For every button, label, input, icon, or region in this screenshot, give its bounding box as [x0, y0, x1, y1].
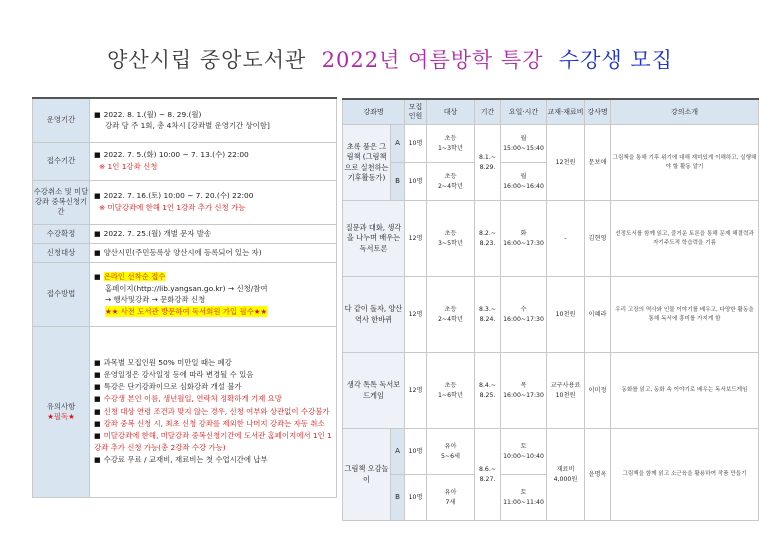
- note-item: ■ 강좌 중복 신청 시, 최초 신청 강좌를 제외한 나머지 강좌는 자동 취소: [94, 418, 325, 428]
- course-target: 초등 1~3학년: [427, 125, 475, 163]
- confirm-date: 2022. 7. 25.(월) 개별 문자 발송: [103, 228, 212, 238]
- course-count: 12명: [405, 277, 427, 353]
- note-item: ■ 수강료 무료 / 교재비, 재료비는 첫 수업시간에 납부: [94, 454, 268, 464]
- header-time: 요일·시간: [501, 99, 547, 125]
- apply-dates: 2022. 7. 5.(화) 10:00 ~ 7. 13.(수) 22:00: [103, 150, 249, 160]
- title-library: 양산시립 중앙도서관: [107, 48, 307, 72]
- method-path: → 행사및강좌 → 문화강좌 신청: [105, 295, 206, 305]
- header-period: 기간: [475, 99, 501, 125]
- info-row-period: [33, 98, 337, 142]
- course-target: 유아 5~6세: [427, 429, 475, 475]
- method-label: 접수방법: [33, 262, 90, 326]
- course-fee: -: [547, 201, 585, 277]
- course-fee: 재료비 4,000원: [547, 429, 585, 521]
- note-item: ■ 특강은 단기강좌이므로 심화강좌 개설 불가: [94, 382, 242, 392]
- header-fee: 교재·재료비: [547, 99, 585, 125]
- page-title: [0, 44, 780, 74]
- period-dates: 2022. 8. 1.(월) ~ 8. 29.(월): [103, 109, 202, 119]
- info-row-cancel: [33, 180, 337, 224]
- bullet-icon: ■: [94, 419, 101, 428]
- table-row: [343, 353, 759, 429]
- course-target: 초등 1~6학년: [427, 353, 475, 429]
- info-row-method: [33, 262, 337, 326]
- cancel-note: ※ 미달강좌에 한해 1인 1강좌 추가 신청 가능: [99, 203, 246, 213]
- note-item: ■ 운영일정은 강사일정 등에 따라 변경될 수 있음: [94, 370, 254, 380]
- course-name: 초록 품은 그림책 (그림책으로 실천하는 기후활동가): [343, 125, 391, 201]
- notes-must-read: ★필독★: [47, 411, 75, 421]
- course-time: 화 16:00~17:30: [501, 201, 547, 277]
- target-label: 신청대상: [33, 243, 90, 262]
- course-target: 초등 3~5학년: [427, 201, 475, 277]
- course-target: 초등 2~4학년: [427, 277, 475, 353]
- course-count: 10명: [405, 429, 427, 475]
- course-name: 질문과 대화, 생각을 나누며 배우는 독서토론: [343, 201, 405, 277]
- course-desc: 선정도서를 함께 읽고, 즐거운 토론을 통해 문제 해결력과 자기주도적 학습력을 기름: [611, 201, 759, 277]
- bullet-icon: ■: [94, 383, 101, 392]
- info-table: [32, 97, 337, 498]
- bullet-icon: ■: [94, 358, 101, 367]
- method-online: 온라인 선착순 접수: [103, 271, 166, 281]
- course-time: 토 11:00~11:40: [501, 475, 547, 521]
- bullet-icon: ■: [94, 455, 101, 464]
- header-desc: 강의소개: [611, 99, 759, 125]
- period-label: 운영기간: [33, 98, 90, 142]
- course-teacher: 이미정: [585, 353, 611, 429]
- bullet-icon: ■: [94, 229, 101, 238]
- course-period: 8.6.~ 8.27.: [475, 429, 501, 521]
- course-fee: 12천원: [547, 125, 585, 201]
- course-teacher: 이혜라: [585, 277, 611, 353]
- note-item: ■ 신청 대상 연령 조건과 맞지 않는 경우, 신청 여부와 상관없이 수강불가: [94, 406, 330, 416]
- notes-list: [90, 326, 337, 497]
- confirm-label: 수강확정: [33, 224, 90, 243]
- course-name: 생각 톡톡 독서보드게임: [343, 353, 405, 429]
- notes-label: 유의사항: [46, 401, 76, 411]
- group-label: A: [391, 125, 405, 163]
- header-teacher: 강사명: [585, 99, 611, 125]
- cancel-dates: 2022. 7. 16.(토) 10:00 ~ 7. 20.(수) 22:00: [103, 191, 254, 201]
- course-time: 토 10:00~10:40: [501, 429, 547, 475]
- course-count: 10명: [405, 163, 427, 201]
- course-count: 10명: [405, 125, 427, 163]
- info-row-apply: [33, 142, 337, 180]
- apply-note: ※ 1인 1강좌 신청: [99, 162, 158, 172]
- course-count: 12명: [405, 353, 427, 429]
- course-time: 월 15:00~15:40: [501, 125, 547, 163]
- course-teacher: 김현영: [585, 201, 611, 277]
- method-homepage: 홈페이지(http://lib.yangsan.go.kr) → 신청/참여: [105, 283, 268, 293]
- course-target: 유아 7세: [427, 475, 475, 521]
- group-label: A: [391, 429, 405, 475]
- bullet-icon: ■: [94, 110, 101, 119]
- table-row: [343, 125, 759, 163]
- info-row-target: [33, 243, 337, 262]
- note-item: ■ 과목별 모집인원 50% 미만일 때는 폐강: [94, 357, 232, 367]
- course-name: 다 같이 돌자, 양산 역사 한바퀴: [343, 277, 405, 353]
- course-desc: 동화를 읽고, 동화 속 이야기로 배우는 독서보드게임: [611, 353, 759, 429]
- course-time: 수 16:00~17:30: [501, 277, 547, 353]
- course-teacher: 윤명옥: [585, 429, 611, 521]
- course-period: 8.3.~ 8.24.: [475, 277, 501, 353]
- bullet-icon: ■: [94, 248, 101, 257]
- course-desc: 우리 고장의 역사와 인물 이야기를 배우고, 다양한 활동을 통해 독서에 흥미를 가지게 함: [611, 277, 759, 353]
- title-program: 2022년 여름방학 특강: [321, 48, 544, 72]
- table-row: [343, 429, 759, 475]
- course-period: 8.1.~ 8.29.: [475, 125, 501, 201]
- course-teacher: 문보애: [585, 125, 611, 201]
- group-label: B: [391, 163, 405, 201]
- header-course: 강좌명: [343, 99, 405, 125]
- course-period: 8.2.~ 8.23.: [475, 201, 501, 277]
- cancel-label: 수강취소 및 미달강좌 중복신청기간: [33, 187, 89, 216]
- courses-header-row: [343, 99, 759, 125]
- bullet-icon: ■: [94, 151, 101, 160]
- bullet-icon: ■: [94, 272, 101, 281]
- table-row: [343, 277, 759, 353]
- table-row: [343, 201, 759, 277]
- group-label: B: [391, 475, 405, 521]
- course-count: 12명: [405, 201, 427, 277]
- course-count: 10명: [405, 475, 427, 521]
- method-required: ★★ 사전 도서관 방문하여 독서회원 가입 필수★★: [105, 306, 267, 316]
- target-text: 양산시민(주민등록상 양산시에 등록되어 있는 자): [103, 247, 262, 257]
- course-desc: 그림책을 통해 기후 위기에 대해 재미있게 이해하고, 실행해야 할 활동 알기: [611, 125, 759, 201]
- header-count: 모집 인원: [405, 99, 427, 125]
- course-target: 초등 2~4학년: [427, 163, 475, 201]
- bullet-icon: ■: [94, 395, 101, 404]
- course-period: 8.4.~ 8.25.: [475, 353, 501, 429]
- course-time: 목 16:00~17:30: [501, 353, 547, 429]
- course-name: 그림책 오감놀이: [343, 429, 391, 521]
- bullet-icon: ■: [94, 431, 101, 440]
- course-time: 월 16:00~16:40: [501, 163, 547, 201]
- bullet-icon: ■: [94, 192, 101, 201]
- header-target: 대상: [427, 99, 475, 125]
- period-note: 강좌 당 주 1회, 총 4차시 [강좌별 운영기간 상이함]: [105, 121, 270, 131]
- note-item: ■ 미달강좌에 한해, 미달강좌 중복신청기간에 도서관 홈페이지에서 1인 1강좌 추가 신청 가능(총 2강좌 수강 가능): [94, 430, 332, 453]
- info-row-confirm: [33, 224, 337, 243]
- bullet-icon: ■: [94, 371, 101, 380]
- course-desc: 그림책을 함께 읽고 소근육을 활용하여 작품 만들기: [611, 429, 759, 521]
- apply-label: 접수기간: [33, 142, 90, 180]
- course-fee: 10천원: [547, 277, 585, 353]
- course-fee: 교구사용료 10천원: [547, 353, 585, 429]
- title-recruit: 수강생 모집: [558, 48, 673, 72]
- info-row-notes: [33, 326, 337, 497]
- note-item: ■ 수강생 본인 이름, 생년월일, 연락처 정확하게 기재 요망: [94, 394, 282, 404]
- courses-table: [342, 98, 759, 521]
- bullet-icon: ■: [94, 407, 101, 416]
